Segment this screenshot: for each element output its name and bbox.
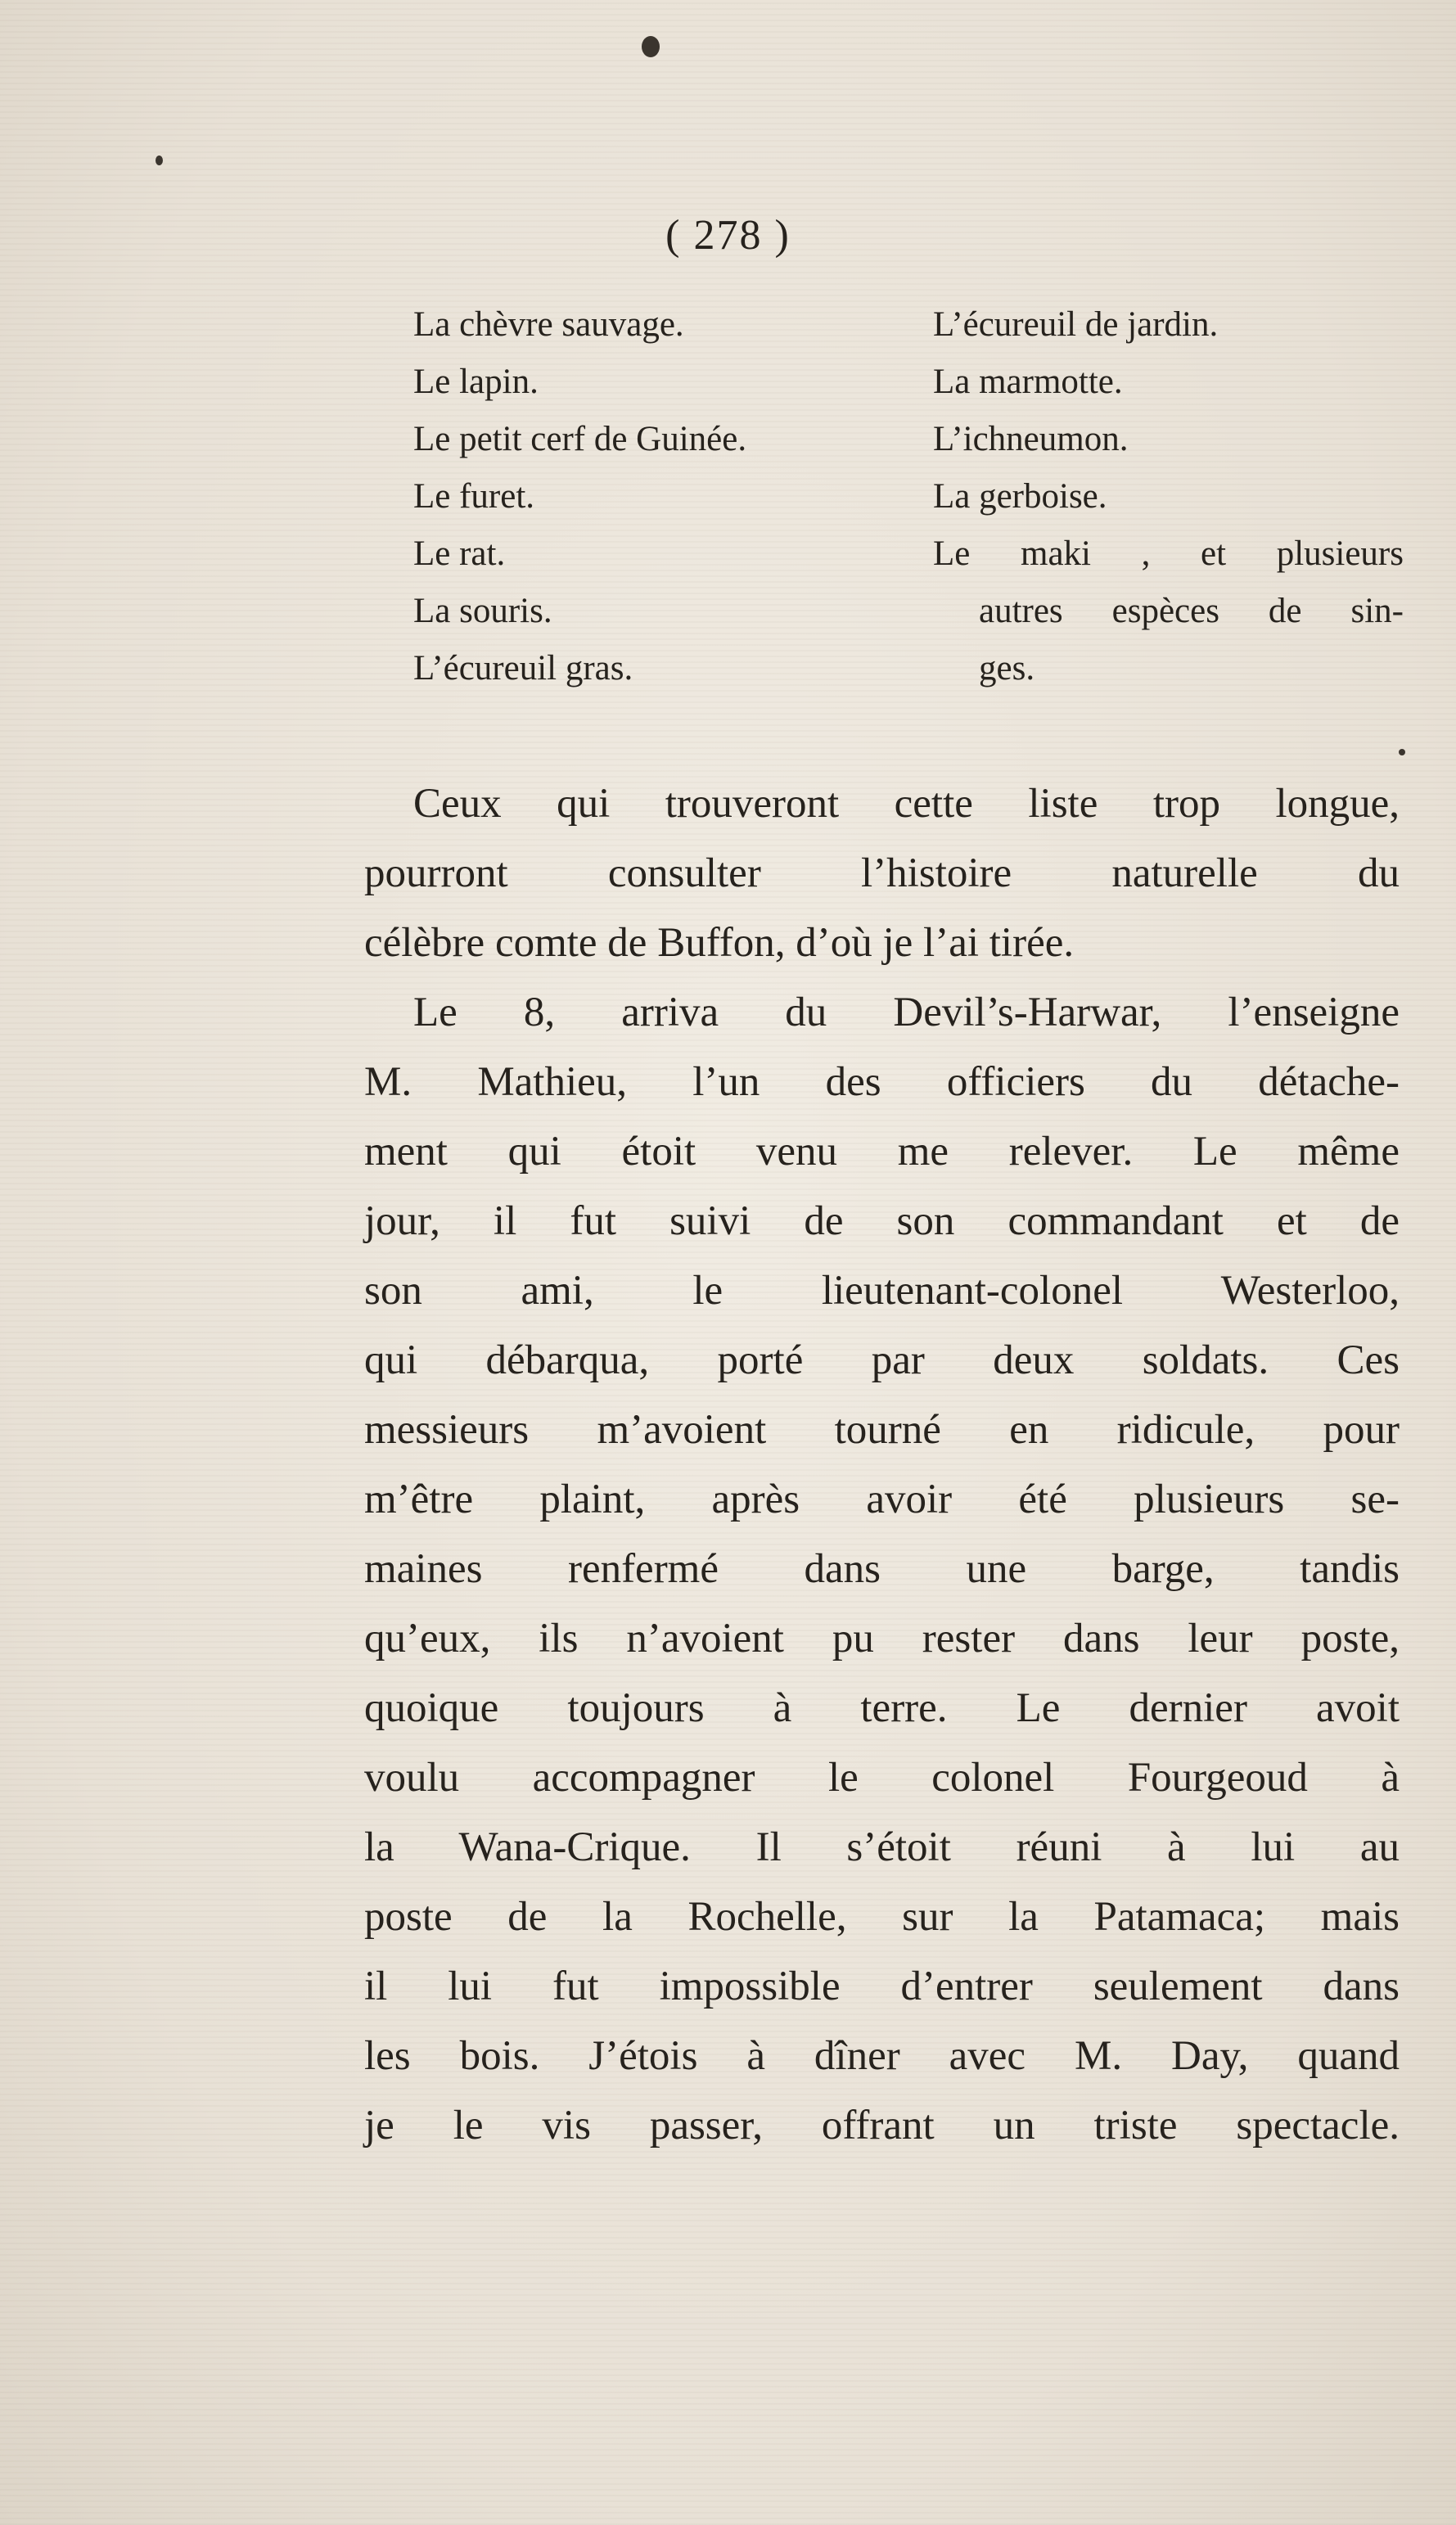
ink-speck [642, 36, 660, 57]
text-line: Le 8, arriva du Devil’s-Harwar, l’enseigne [413, 990, 1400, 1035]
list-item: La souris. [413, 592, 552, 630]
text-line: M. Mathieu, l’un des officiers du détache- [364, 1059, 1400, 1105]
list-item: autres espèces de sin- [979, 592, 1404, 630]
list-item: ges. [979, 649, 1035, 688]
list-item: L’écureuil de jardin. [933, 305, 1219, 344]
text-line: m’être plaint, après avoir été plusieurs se- [364, 1477, 1400, 1522]
list-item: La gerboise. [933, 477, 1107, 516]
text-line: ment qui étoit venu me relever. Le même [364, 1129, 1400, 1175]
ink-speck [156, 156, 163, 165]
ink-speck [1399, 749, 1405, 755]
text-line: voulu accompagner le colonel Fourgeoud à [364, 1755, 1400, 1801]
page-number: ( 278 ) [665, 212, 791, 259]
list-item: Le maki , et plusieurs [933, 534, 1404, 573]
text-line: la Wana-Crique. Il s’étoit réuni à lui au [364, 1824, 1400, 1870]
text-line: les bois. J’étois à dîner avec M. Day, quand [364, 2033, 1400, 2079]
text-line: qu’eux, ils n’avoient pu rester dans leur poste, [364, 1616, 1400, 1662]
text-line: poste de la Rochelle, sur la Patamaca; mais [364, 1894, 1400, 1940]
text-line: quoique toujours à terre. Le dernier avoit [364, 1685, 1400, 1731]
animal-list-left-column [413, 296, 872, 697]
list-item: Le petit cerf de Guinée. [413, 420, 747, 458]
animal-list-right-column [933, 296, 1404, 697]
list-item: La marmotte. [933, 363, 1123, 401]
body-paragraphs [364, 769, 1400, 2161]
text-line: pourront consulter l’histoire naturelle du [364, 850, 1400, 896]
list-item: Le lapin. [413, 363, 539, 401]
text-line: messieurs m’avoient tourné en ridicule, pour [364, 1407, 1400, 1453]
text-line: je le vis passer, offrant un triste spectacle. [364, 2103, 1400, 2149]
text-line: Ceux qui trouveront cette liste trop longue, [413, 781, 1400, 827]
text-line: qui débarqua, porté par deux soldats. Ces [364, 1337, 1400, 1383]
text-line: son ami, le lieutenant-colonel Westerloo, [364, 1268, 1400, 1314]
list-item: Le rat. [413, 534, 506, 573]
list-item: La chèvre sauvage. [413, 305, 684, 344]
text-line: maines renfermé dans une barge, tandis [364, 1546, 1400, 1592]
text-line: il lui fut impossible d’entrer seulement dans [364, 1964, 1400, 2009]
text-line: jour, il fut suivi de son commandant et de [364, 1198, 1400, 1244]
list-item: L’ichneumon. [933, 420, 1129, 458]
text-line: célèbre comte de Buffon, d’où je l’ai tirée. [364, 920, 1075, 966]
list-item: L’écureuil gras. [413, 649, 633, 688]
list-item: Le furet. [413, 477, 535, 516]
